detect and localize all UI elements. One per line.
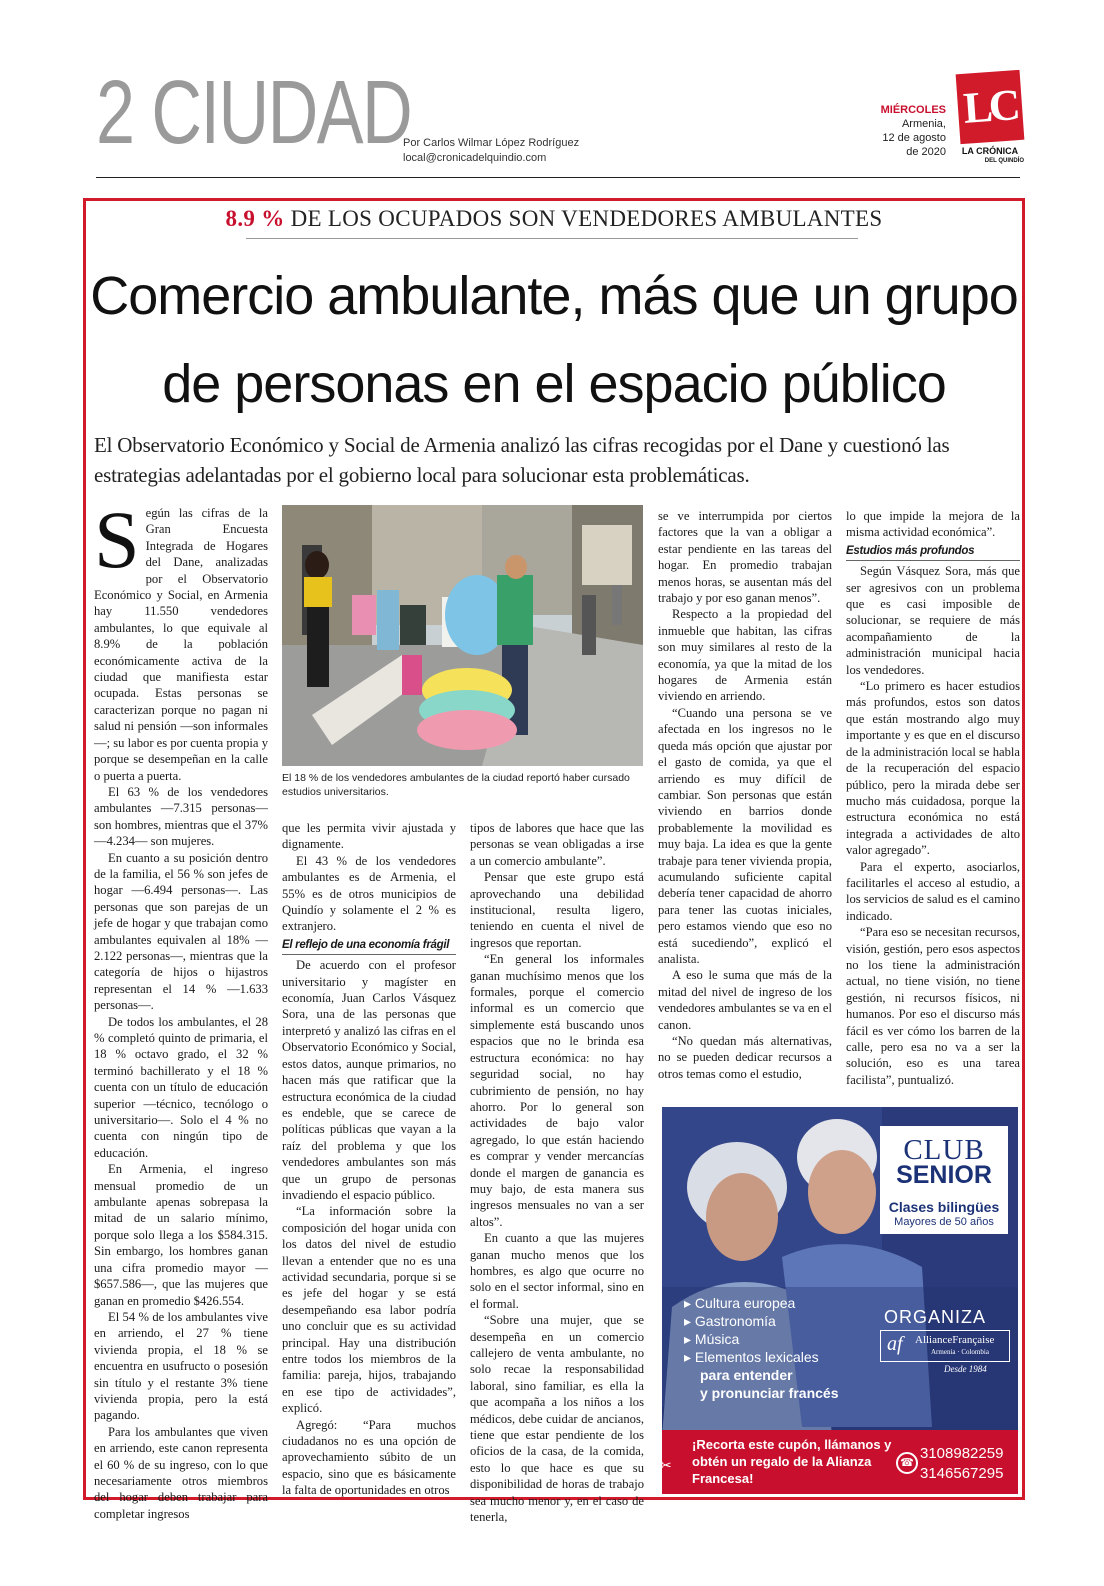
column-4	[658, 508, 832, 1082]
issue-date-line2: de 2020	[906, 146, 946, 158]
af-monogram-icon: af	[887, 1333, 903, 1355]
kicker	[90, 206, 1018, 232]
paragraph: “La información sobre la composición del hogar unida con los datos del nivel de estudio llevan a entender que no es una actividad secundaria, porque si se es jefe del hogar y se está desempeñando esa labor podría uno concluir que es su actividad principal. Hay una distribución entre todos los miembros de la familia: pareja, hijos, trabajando en ese tipo de actividades”, explicó.	[282, 1204, 456, 1416]
headline	[90, 252, 1018, 428]
alliance-francaise-logo	[880, 1330, 1010, 1362]
club-title-senior: SENIOR	[896, 1161, 992, 1189]
paragraph: Para los ambulantes que viven en arriendo, este canon representa el 60 % de su ingreso, con lo que necesariamente otros miembros del hogar deben trabajar para completar ingresos	[94, 1424, 268, 1521]
subhead-estudios: Estudios más profundos	[846, 543, 1020, 561]
paragraph: lo que impide la mejora de la misma actividad económica”.	[846, 509, 1020, 540]
kicker-text: DE LOS OCUPADOS SON VENDEDORES AMBULANTES	[284, 206, 883, 231]
ad-feature-extra: y pronunciar francés	[700, 1385, 839, 1401]
author-name: Por Carlos Wilmar López Rodríguez	[403, 137, 580, 149]
ad-feature-label: Cultura europea	[694, 1295, 796, 1311]
paragraph: egún las cifras de la Gran Encuesta Integrada de Hogares del Dane, analizadas por el Observatorio Económico y Social, en Armenia hay 11.550 vendedores ambulantes, lo que equivale al 8.9% de la población económicamente activa de la ciudad que manifiesta estar ocupada. Estas personas se caracterizan porque no pagan ni salud ni pensión —son informales—; su labor es por cuenta propia y porque se desempeñan en la calle o puerta a puerta.	[94, 506, 268, 783]
paragraph: En Armenia, el ingreso mensual promedio de un ambulante apenas sobrepasa la mitad de un salario mínimo, porque solo llega a los $584.315. Sin embargo, los hombres ganan una cifra promedio mayor —$657.586—, que las mujeres que ganan en promedio $426.554.	[94, 1162, 268, 1308]
ad-feature-item: ▸ Elementos lexicales	[684, 1349, 819, 1365]
ad-cta: ¡Recorta este cupón, llámanos y obtén un regalo de la Alianza Francesa!	[692, 1437, 892, 1486]
column-3	[470, 820, 644, 1525]
deck: El Observatorio Económico y Social de Armenia analizó las cifras recogidas por el Dane y cuestionó las estrategias adelantadas por el gobierno local para solucionar esta problemáticas.	[94, 433, 950, 487]
paragraph: A eso le suma que más de la mitad del nivel de ingreso de los vendedores ambulantes se va en el canon.	[658, 968, 832, 1032]
organiza-label: ORGANIZA	[884, 1307, 987, 1327]
issue-date-line1: 12 de agosto	[882, 132, 946, 144]
subhead-economia-fragil: El reflejo de una economía frágil	[282, 937, 456, 955]
paragraph: “Lo primero es hacer estudios más profundos, estos son datos que están mostrando algo muy importante y es que en el discurso de la administración local se habla de la recuperación del espacio público, pero la mirada debe ser mucho más cuidadosa, porque la estructura económica no está integrada a actividades de alto valor agregado”.	[846, 679, 1020, 858]
paragraph: El 63 % de los vendedores ambulantes —7.315 personas— son hombres, mientras que el 37%—4.234— son mujeres.	[94, 784, 268, 849]
ad-feature-label: Elementos lexicales	[694, 1349, 819, 1365]
street-vendors-photo	[282, 505, 643, 766]
paragraph: En cuanto a su posición dentro de la familia, el 56 % son jefes de hogar —6.494 personas—. Las personas que son parejas de un jefe de hogar y que trabajan como ambulantes equivalen al 18% —2.122 personas—, mientras que la categoría de hijos o hijastros representan el 14 % —1.633 personas—.	[94, 850, 268, 1013]
column-2	[282, 820, 456, 1499]
issue-day: MIÉRCOLES	[880, 104, 946, 116]
phone-number: 3108982259	[920, 1445, 1004, 1462]
phone-number: 3146567295	[920, 1465, 1004, 1482]
paragraph: Según Vásquez Sora, más que ser agresivos con un problema que es casi imposible de solucionar, se requiere de más acompañamiento de la administración municipal hacia los vendedores.	[846, 564, 1020, 677]
paragraph: Respecto a la propiedad del inmueble que habitan, las cifras son muy similares al resto de la economía, ya que la mitad de los hogares de Armenia están viviendo en arriendo.	[658, 607, 832, 704]
club-title: CLUB	[903, 1134, 985, 1166]
headline-line2: de personas en el espacio público	[162, 354, 946, 414]
org-since: Desde 1984	[944, 1364, 987, 1374]
paragraph: En cuanto a que las mujeres ganan mucho menos que los hombres, es algo que ocurre no solo en el sector informal, sino en el formal.	[470, 1231, 644, 1311]
newspaper-name	[950, 146, 1030, 166]
column-5	[846, 508, 1020, 1088]
paragraph: El 54 % de los ambulantes vive en arriendo, el 27 % tiene vivienda propia, el 18 % se encuentra en usufructo o posesión sin título y el restante 3% tiene vivienda propia, pero la está pagando.	[94, 1309, 268, 1423]
paragraph: De todos los ambulantes, el 28 % completó quinto de primaria, el 18 % octavo grado, el 32 % terminó bachillerato y el 18 % cuenta con un título de educación superior —técnico, tecnólogo o universitario—. Solo el 4 % no cuenta con ningún tipo de educación.	[94, 1014, 268, 1160]
column-1	[94, 494, 268, 1522]
ad-features	[684, 1294, 884, 1402]
ad-feature-item: ▸ Música	[684, 1331, 740, 1347]
paragraph: De acuerdo con el profesor universitario y magíster en economía, Juan Carlos Vásquez Sora, una de las personas que interpretó y analizó las cifras en el Observatorio Económico y Social, estos datos, aunque primarios, no hacen más que ratificar que la estructura económica de la ciudad es endeble, que se carece de políticas públicas que vayan a la raíz del problema y que los vendedores ambulantes son más que un grupo de personas invadiendo el espacio público.	[282, 958, 456, 1202]
phone-icon: ☎	[896, 1452, 918, 1474]
ad-feature-label: Gastronomía	[694, 1313, 776, 1329]
newspaper-name-main: LA CRÓNICA	[961, 146, 1019, 156]
paragraph: “En general los informales ganan muchísimo menos que los formales, porque el comercio informal es un comercio que simplemente está buscando unos espacios que no le brinda esa estructura económica: no hay seguridad social, no hay cubrimiento de pensión, no hay ahorro. Por lo general son actividades de bajo valor agregado, lo que están haciendo es comprar y vender mercancías donde el margen de ganancia es muy bajo, de esta manera sus ingresos mensuales no van a ser altos”.	[470, 952, 644, 1229]
org-place: Armenia · Colombia	[931, 1348, 989, 1356]
ad-feature-label: Música	[694, 1331, 740, 1347]
org-name: AllianceFrançaise	[915, 1334, 995, 1346]
newspaper-name-sub: DEL QUINDÍO	[984, 158, 1024, 164]
paragraph: “No quedan más alternativas, no se pueden dedicar recursos a otros temas como el estudio,	[658, 1034, 832, 1081]
drop-cap: S	[94, 494, 140, 585]
issue-city: Armenia,	[901, 118, 946, 130]
paragraph: que les permita vivir ajustada y dignamente.	[282, 821, 456, 852]
scissors-icon: ✂	[660, 1459, 672, 1474]
club-age: Mayores de 50 años	[894, 1216, 994, 1228]
header-divider	[96, 177, 1020, 178]
ad-feature-extra: para entender	[700, 1367, 793, 1383]
paragraph: Para el experto, asociarlos, facilitarles el acceso al estudio, a los servicios de salud es el camino indicado.	[846, 859, 1020, 923]
ad-feature-item: ▸ Cultura europea	[684, 1295, 796, 1311]
ad-feature-item: ▸ Gastronomía	[684, 1313, 776, 1329]
paragraph: “Sobre una mujer, que se desempeña en un comercio callejero de venta ambulante, no solo recae la responsabilidad laboral, sino familiar, es ella la que acompaña a los niños a los médicos, debe cuidar de ancianos, tiene que estar pendiente de los oficios de la casa, de la comida, esto lo que hace es que su disponibilidad de horas de trabajo sea mucho menor y, en el caso de tenerla,	[470, 1313, 644, 1525]
club-subtitle: Clases bilingües	[888, 1199, 1000, 1215]
kicker-number: 8.9 %	[225, 206, 285, 231]
paragraph: tipos de labores que hace que las personas se vean obligadas a irse a un comercio ambulante”.	[470, 821, 644, 868]
paragraph: “Para eso se necesitan recursos, visión, gestión, pero esos aspectos no los tiene la administración actual, no tiene visión, no tiene gestión, ni recursos físicos, ni humanos. Por eso el discurso más fácil es ver cómo los barren de la calle, pero esa no va a ser la solución, eso es una tarea facilista”, puntualizó.	[846, 925, 1020, 1087]
paragraph: “Cuando una persona se ve afectada en los ingresos no le queda más opción que ajustar por el gasto de comida, ya que el arriendo es muy difícil de cambiar. Son personas que están viviendo en barrios donde probablemente la movilidad es muy baja. La idea es que la gente trabaje para tener vivienda propia, acumulando suficiente capital debería tener capacidad de ahorro para tener las cuotas iniciales, pero estamos viendo que eso no está sucediendo”, explicó el analista.	[658, 705, 832, 966]
ad-phones	[920, 1444, 1003, 1484]
kicker-underline	[246, 238, 858, 239]
byline	[403, 136, 579, 166]
headline-line1: Comercio ambulante, más que un grupo	[90, 266, 1018, 326]
photo-caption: El 18 % de los vendedores ambulantes de la ciudad reportó haber cursado estudios universitarios.	[282, 772, 630, 798]
paragraph: Agregó: “Para muchos ciudadanos no es una opción de aprovechamiento súbito de un espacio, sino que es básicamente la falta de oportunidades en otros	[282, 1417, 456, 1498]
section-title: 2 CIUDAD	[96, 63, 412, 163]
paragraph: El 43 % de los vendedores ambulantes es de Armenia, el 55% es de otros municipios de Quindío y solamente el 2 % es extranjero.	[282, 853, 456, 934]
paragraph: se ve interrumpida por ciertos factores que la van a obligar a estar pendiente en las tareas del hogar. En promedio trabajan menos horas, se ausentan más del trabajo y por eso ganan menos”.	[658, 509, 832, 606]
newspaper-logo: LC	[956, 70, 1025, 144]
issue-date	[881, 103, 946, 159]
article-photo	[282, 505, 643, 766]
author-email: local@cronicadelquindio.com	[403, 152, 547, 164]
paragraph: Pensar que este grupo está aprovechando una debilidad institucional, resulta ligero, teniendo en cuenta el nivel de ingresos que reportan.	[470, 870, 644, 950]
